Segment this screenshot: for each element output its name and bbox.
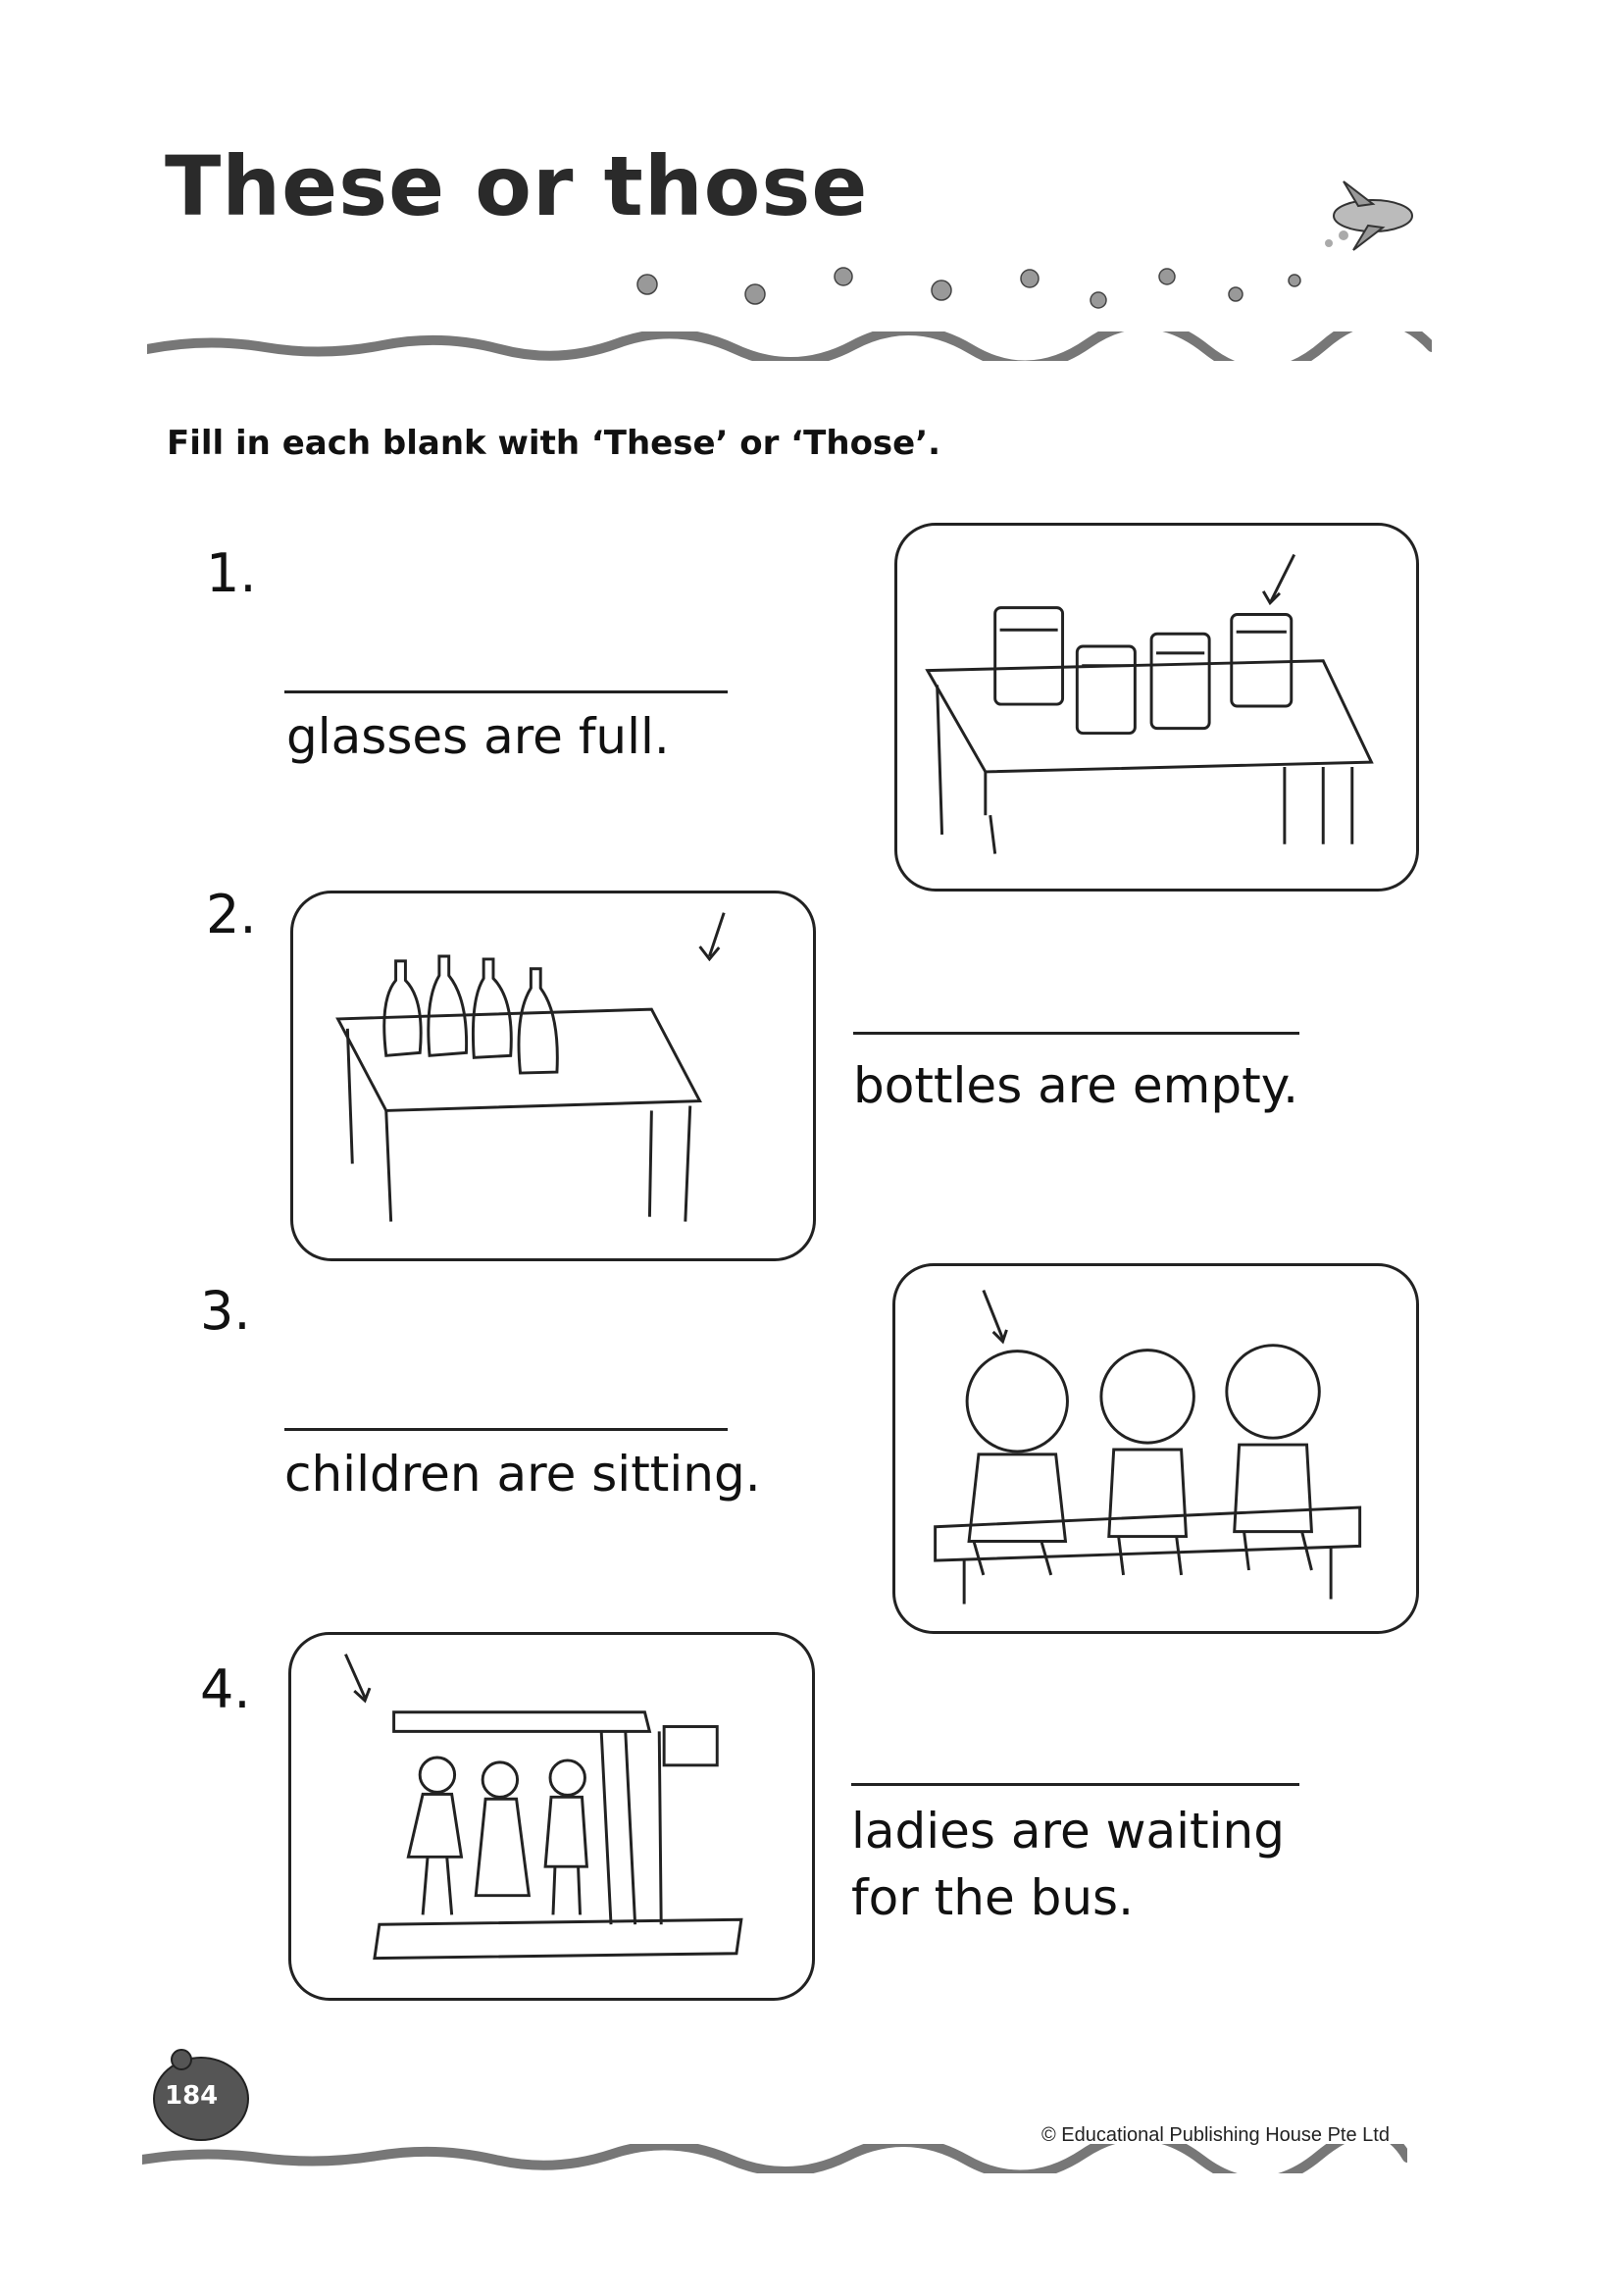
footer-divider [142, 2144, 1407, 2173]
question-1-picture [894, 523, 1419, 892]
question-2-sentence: bottles are empty. [853, 1057, 1299, 1114]
bus-stop-illustration [291, 1635, 812, 1998]
question-3-picture [892, 1263, 1419, 1634]
question-2-number: 2. [206, 884, 257, 945]
copyright-text: © Educational Publishing House Pte Ltd [1041, 2124, 1390, 2146]
question-2-picture [290, 891, 816, 1261]
question-2-blank[interactable] [853, 1032, 1299, 1035]
question-3-blank[interactable] [284, 1428, 728, 1431]
question-1-blank[interactable] [284, 690, 728, 693]
airplane-icon [1314, 177, 1432, 255]
question-3-sentence: children are sitting. [284, 1446, 761, 1503]
question-4-sentence-line1: ladies are waiting [851, 1803, 1285, 1860]
header-divider [147, 331, 1432, 361]
bottles-illustration [293, 893, 813, 1258]
page-title: These or those [165, 138, 869, 234]
children-illustration [895, 1266, 1416, 1631]
question-1-number: 1. [206, 542, 257, 604]
glasses-illustration [897, 526, 1416, 889]
flower-trail-icon [628, 255, 1314, 324]
instruction-text: Fill in each blank with ‘These’ or ‘Those’. [167, 424, 941, 463]
page-number: 184 [165, 2081, 219, 2111]
question-3-number: 3. [200, 1280, 251, 1342]
question-1-sentence: glasses are full. [286, 708, 670, 765]
question-4-picture [288, 1632, 815, 2001]
question-4-number: 4. [200, 1658, 251, 1720]
question-4-blank[interactable] [851, 1783, 1299, 1786]
question-4-sentence-line2: for the bus. [851, 1869, 1134, 1926]
